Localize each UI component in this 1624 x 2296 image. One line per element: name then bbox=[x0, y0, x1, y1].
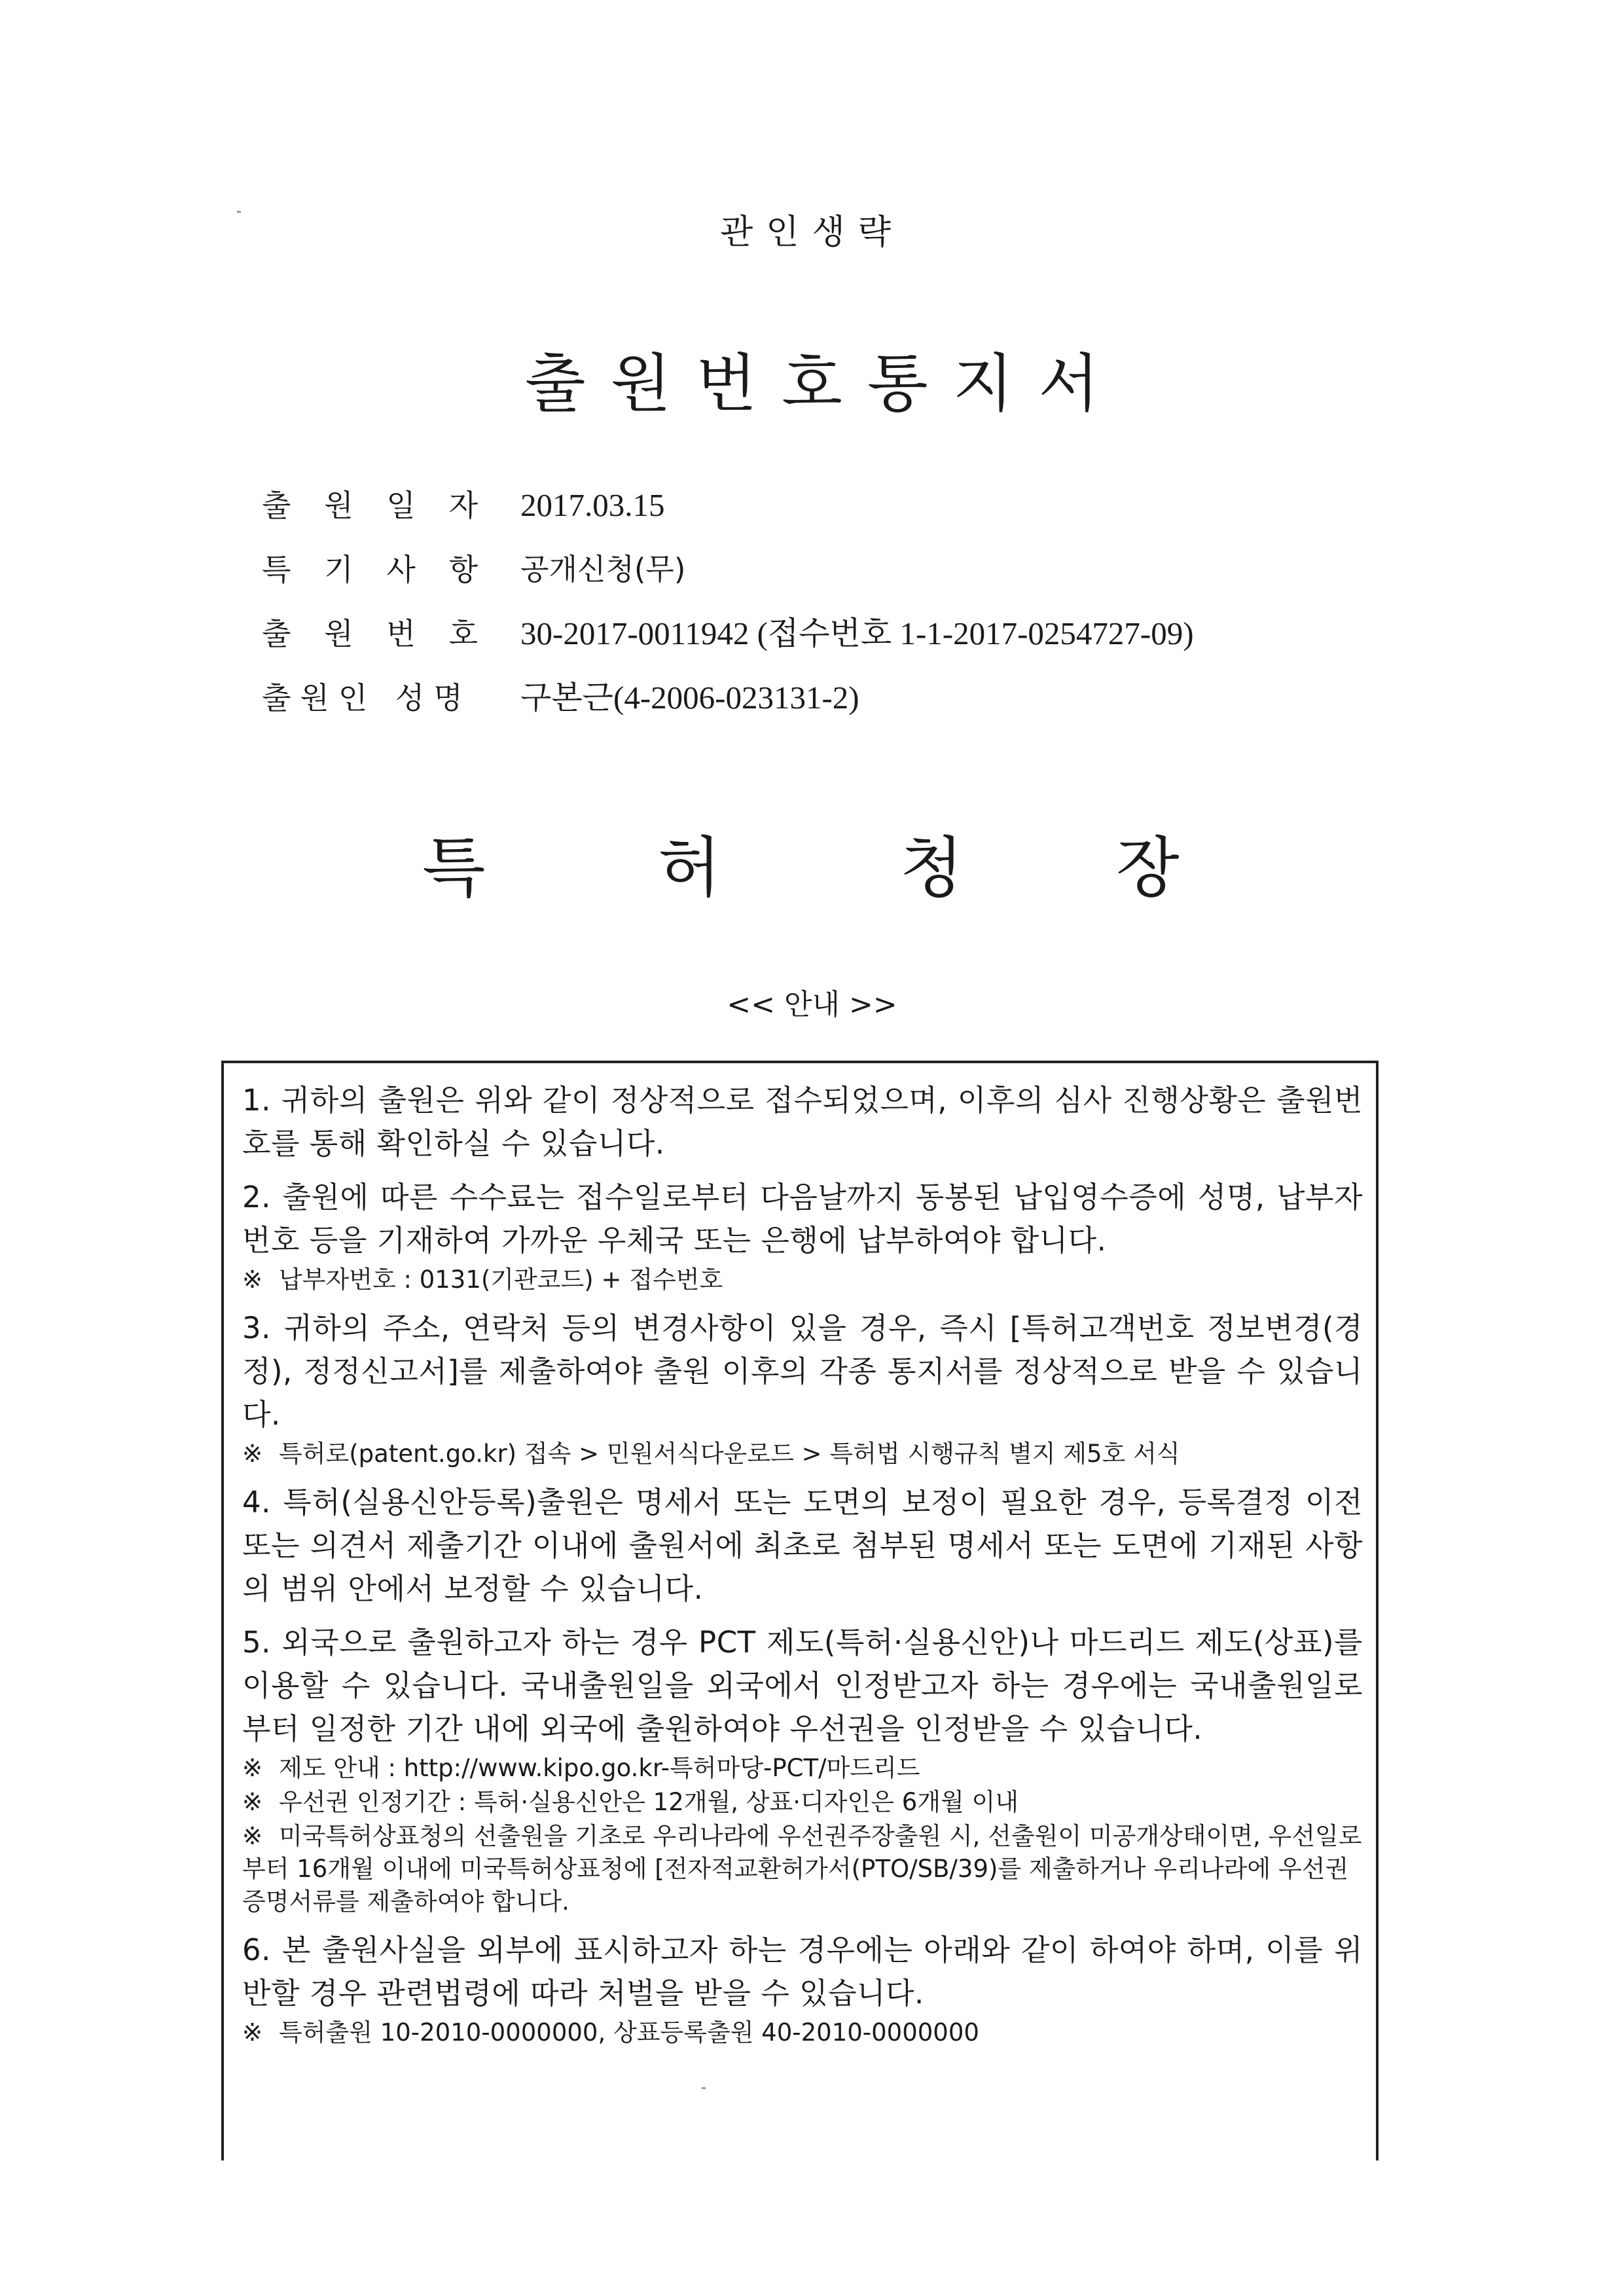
special-notes-label: 특 기 사 항 bbox=[262, 552, 478, 587]
seal-omitted-note: 관인생략 bbox=[720, 213, 904, 252]
filing-date-value: 2017.03.15 bbox=[520, 487, 665, 523]
note-mark: ※ bbox=[242, 1788, 263, 1816]
note-mark: ※ bbox=[242, 1266, 263, 1294]
guide-box bbox=[221, 1061, 1379, 2160]
guide-item bbox=[242, 1176, 1363, 1296]
guide-item bbox=[242, 1929, 1363, 2049]
scan-speck bbox=[237, 211, 241, 213]
guide-item bbox=[242, 1307, 1363, 1470]
guide-item-text: 5. 외국으로 출원하고자 하는 경우 PCT 제도(특허·실용신안)나 마드리드 제도(상표)를 이용할 수 있습니다. 국내출원일을 외국에서 인정받고자 하는 경우에는 국내출원일로부터 일정한 기간 내에 외국에 출원하여야 우선권을 인정받을 수 있습니다. bbox=[242, 1625, 1363, 1746]
guide-heading: << 안내 >> bbox=[727, 988, 897, 1021]
guide-note: ※ 특허출원 10-2010-0000000, 상표등록출원 40-2010-0000000 bbox=[242, 2016, 1363, 2049]
guide-item-text: 4. 특허(실용신안등록)출원은 명세서 또는 도면의 보정이 필요한 경우, 등록결정 이전 또는 의견서 제출기간 이내에 출원서에 최초로 첨부된 명세서 또는 도면에 기재된 사항의 범위 안에서 보정할 수 있습니다. bbox=[242, 1485, 1363, 1606]
note-mark: ※ bbox=[242, 1822, 263, 1850]
document-title: 출원번호통지서 bbox=[524, 347, 1125, 420]
issuer-char: 청 bbox=[900, 829, 964, 906]
applicant-name-value: 구본근(4-2006-023131-2) bbox=[520, 680, 859, 716]
guide-note: ※ 납부자번호 : 0131(기관코드) + 접수번호 bbox=[242, 1264, 1363, 1296]
guide-item-text: 2. 출원에 따른 수수료는 접수일로부터 다음날까지 동봉된 납입영수증에 성명, 납부자번호 등을 기재하여 가까운 우체국 또는 은행에 납부하여야 합니다. bbox=[242, 1180, 1363, 1258]
guide-note: ※ 미국특허상표청의 선출원을 기초로 우리나라에 우선권주장출원 시, 선출원이 미공개상태이면, 우선일로부터 16개월 이내에 미국특허상표청에 [전자적교환허가서(PTO/SB/39)를 제출하거나 우리나라에 우선권 증명서류를 제출하여야 합니다. bbox=[242, 1820, 1363, 1918]
guide-item bbox=[242, 1481, 1363, 1611]
guide-note: ※ 특허로(patent.go.kr) 접속 > 민원서식다운로드 > 특허법 시행규칙 별지 제5호 서식 bbox=[242, 1438, 1363, 1470]
note-mark: ※ bbox=[242, 2018, 263, 2047]
guide-item bbox=[242, 1621, 1363, 1918]
issuer-char: 특 bbox=[422, 829, 486, 906]
guide-note: ※ 제도 안내 : http://www.kipo.go.kr-특허마당-PCT/마드리드 bbox=[242, 1752, 1363, 1785]
guide-item-text: 6. 본 출원사실을 외부에 표시하고자 하는 경우에는 아래와 같이 하여야 하며, 이를 위반할 경우 관련법령에 따라 처벌을 받을 수 있습니다. bbox=[242, 1933, 1363, 2011]
issuer-char: 장 bbox=[1116, 829, 1180, 906]
guide-note: ※ 우선권 인정기간 : 특허·실용신안은 12개월, 상표·디자인은 6개월 이내 bbox=[242, 1786, 1363, 1819]
special-notes-value: 공개신청(무) bbox=[520, 552, 686, 587]
scan-speck bbox=[702, 2087, 706, 2089]
application-number-label: 출 원 번 호 bbox=[262, 616, 478, 651]
guide-item-text: 3. 귀하의 주소, 연락처 등의 변경사항이 있을 경우, 즉시 [특허고객번호 정보변경(경정), 정정신고서]를 제출하여야 출원 이후의 각종 통지서를 정상적으로 받을 수 있습니다. bbox=[242, 1311, 1363, 1432]
application-number-value: 30-2017-0011942 (접수번호 1-1-2017-0254727-09) bbox=[520, 615, 1194, 651]
note-mark: ※ bbox=[242, 1440, 263, 1468]
guide-item-text: 1. 귀하의 출원은 위와 같이 정상적으로 접수되었으며, 이후의 심사 진행상황은 출원번호를 통해 확인하실 수 있습니다. bbox=[242, 1083, 1363, 1161]
applicant-name-label: 출원인 성명 bbox=[262, 680, 472, 716]
issuer-char: 허 bbox=[658, 829, 721, 906]
filing-date-label: 출 원 일 자 bbox=[262, 488, 478, 523]
guide-content bbox=[242, 1079, 1363, 2060]
guide-item bbox=[242, 1079, 1363, 1165]
note-mark: ※ bbox=[242, 1754, 263, 1782]
